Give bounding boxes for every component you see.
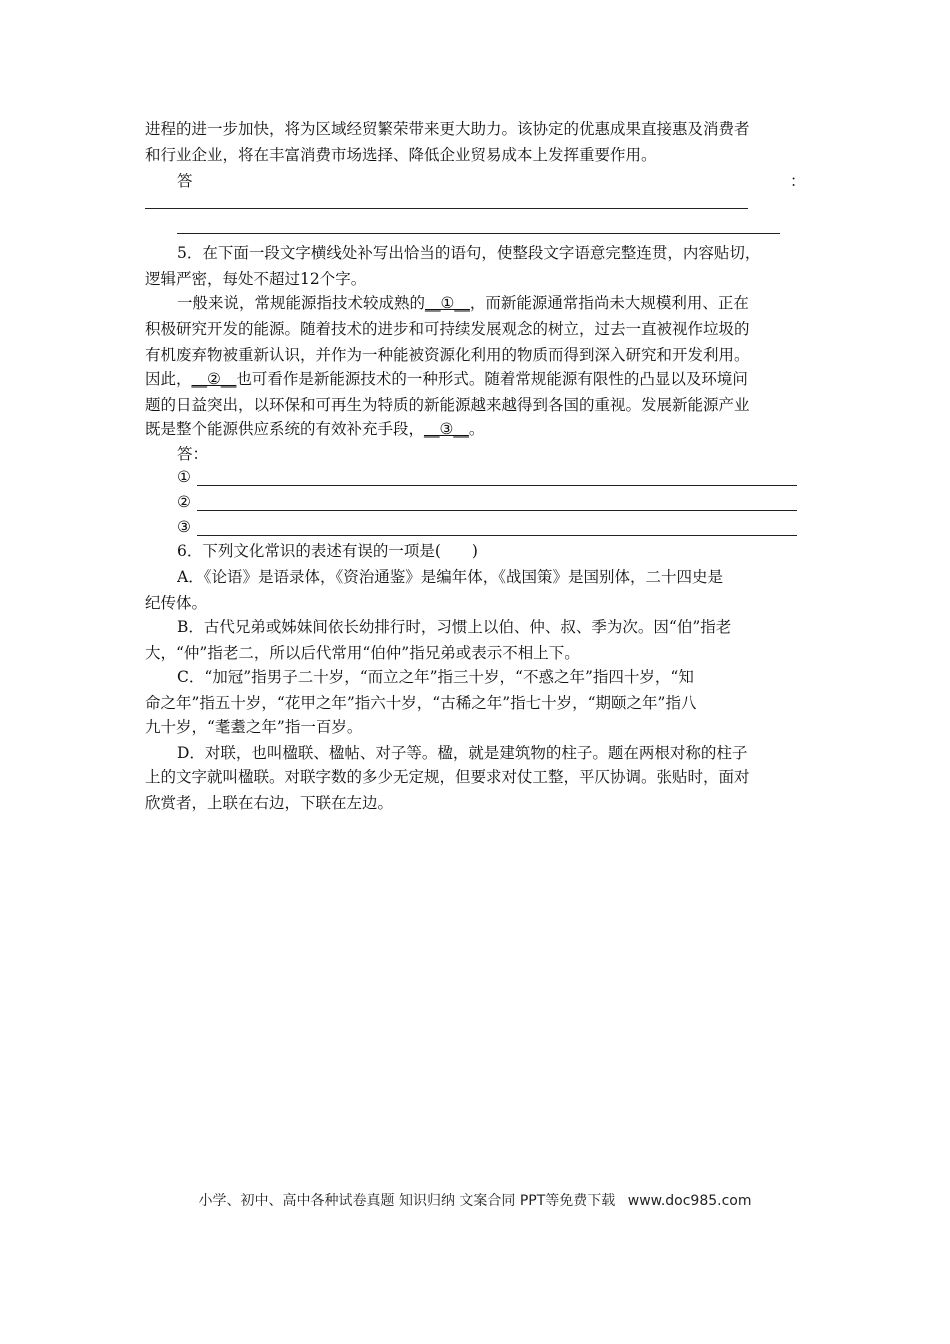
q6-option-c-line-2: 命之年”指五十岁，“花甲之年”指六十岁，“古稀之年”指七十岁，“期颐之年”指八: [145, 694, 697, 712]
q5-blank-1: __①__: [425, 294, 470, 312]
q6-option-d-line-3: 欣赏者，上联在右边，下联在左边。: [145, 794, 394, 812]
q5-answer-line-3[interactable]: [197, 535, 797, 536]
q5-answer-mark-3: ③: [177, 518, 191, 536]
q4-text-line-1: 进程的进一步加快，将为区域经贸繁荣带来更大助力。该协定的优惠成果直接惠及消费者: [145, 120, 750, 138]
q5-passage-line-2: 积极研究开发的能源。随着技术的进步和可持续发展观念的树立，过去一直被视作垃圾的: [145, 320, 750, 338]
q6-option-b-line-2: 大，“仲”指老二，所以后代常用“伯仲”指兄弟或表示不相上下。: [145, 644, 580, 662]
q5-answer-label: 答：: [177, 445, 209, 463]
q5-passage-text: 。: [468, 420, 485, 438]
q6-option-c-line-3: 九十岁，“耄耋之年”指一百岁。: [145, 718, 363, 736]
q4-answer-line-2[interactable]: [177, 233, 780, 234]
q6-stem: 6．下列文化常识的表述有误的一项是( ): [177, 542, 478, 560]
q4-text-line-2: 和行业企业，将在丰富消费市场选择、降低企业贸易成本上发挥重要作用。: [145, 146, 657, 164]
q5-blank-2: __②__: [191, 370, 237, 388]
q5-answer-mark-1: ①: [177, 468, 191, 486]
q5-blank-3: __③__: [424, 420, 469, 438]
q4-answer-line-1[interactable]: [145, 208, 748, 209]
footer-url-link[interactable]: www.doc985.com: [627, 1193, 752, 1209]
q6-option-a-line-1: A．《论语》是语录体，《资治通鉴》是编年体，《战国策》是国别体，二十四史是: [177, 568, 723, 586]
q5-passage-text: 一般来说，常规能源指技术较成熟的: [177, 294, 426, 312]
q5-stem-line-1: 5．在下面一段文字横线处补写出恰当的语句，使整段文字语意完整连贯，内容贴切，: [177, 244, 761, 262]
q5-passage-line-3: 有机废弃物被重新认识，并作为一种能被资源化利用的物质而得到深入研究和开发利用。: [145, 346, 750, 364]
q6-option-d-line-1: D．对联，也叫楹联、楹帖、对子等。楹，就是建筑物的柱子。题在两根对称的柱子: [177, 744, 748, 762]
q6-option-d-line-2: 上的文字就叫楹联。对联字数的多少无定规，但要求对仗工整，平仄协调。张贴时，面对: [145, 768, 750, 786]
q5-passage-line-1: [177, 290, 810, 316]
q5-passage-text: 因此，: [145, 370, 192, 388]
page-footer: [0, 1190, 950, 1210]
q4-answer-label: 答: [177, 172, 193, 190]
q5-passage-line-4: [145, 366, 810, 392]
q5-answer-line-2[interactable]: [197, 510, 797, 511]
q6-option-c-line-1: C．“加冠”指男子二十岁，“而立之年”指三十岁，“不惑之年”指四十岁，“知: [177, 668, 694, 686]
q5-passage-line-6: [145, 416, 810, 442]
q5-passage-text: ，而新能源通常指尚未大规模利用、正在: [469, 294, 749, 312]
q5-passage-line-5: 题的日益突出，以环保和可再生为特质的新能源越来越得到各国的重视。发展新能源产业: [145, 396, 750, 414]
q5-answer-mark-2: ②: [177, 493, 191, 511]
q5-answer-line-1[interactable]: [197, 485, 797, 486]
q5-passage-text: 也可看作是新能源技术的一种形式。随着常规能源有限性的凸显以及环境问: [236, 370, 748, 388]
q5-passage-text: 既是整个能源供应系统的有效补充手段，: [145, 420, 425, 438]
footer-text: 小学、初中、高中各种试卷真题 知识归纳 文案合同 PPT等免费下载: [198, 1193, 616, 1209]
q5-stem-line-2: 逻辑严密，每处不超过12个字。: [145, 270, 367, 288]
q4-answer-colon: ：: [790, 172, 806, 190]
q6-option-a-line-2: 纪传体。: [145, 594, 208, 612]
q6-option-b-line-1: B．古代兄弟或姊妹间依长幼排行时，习惯上以伯、仲、叔、季为次。因“伯”指老: [177, 618, 732, 636]
